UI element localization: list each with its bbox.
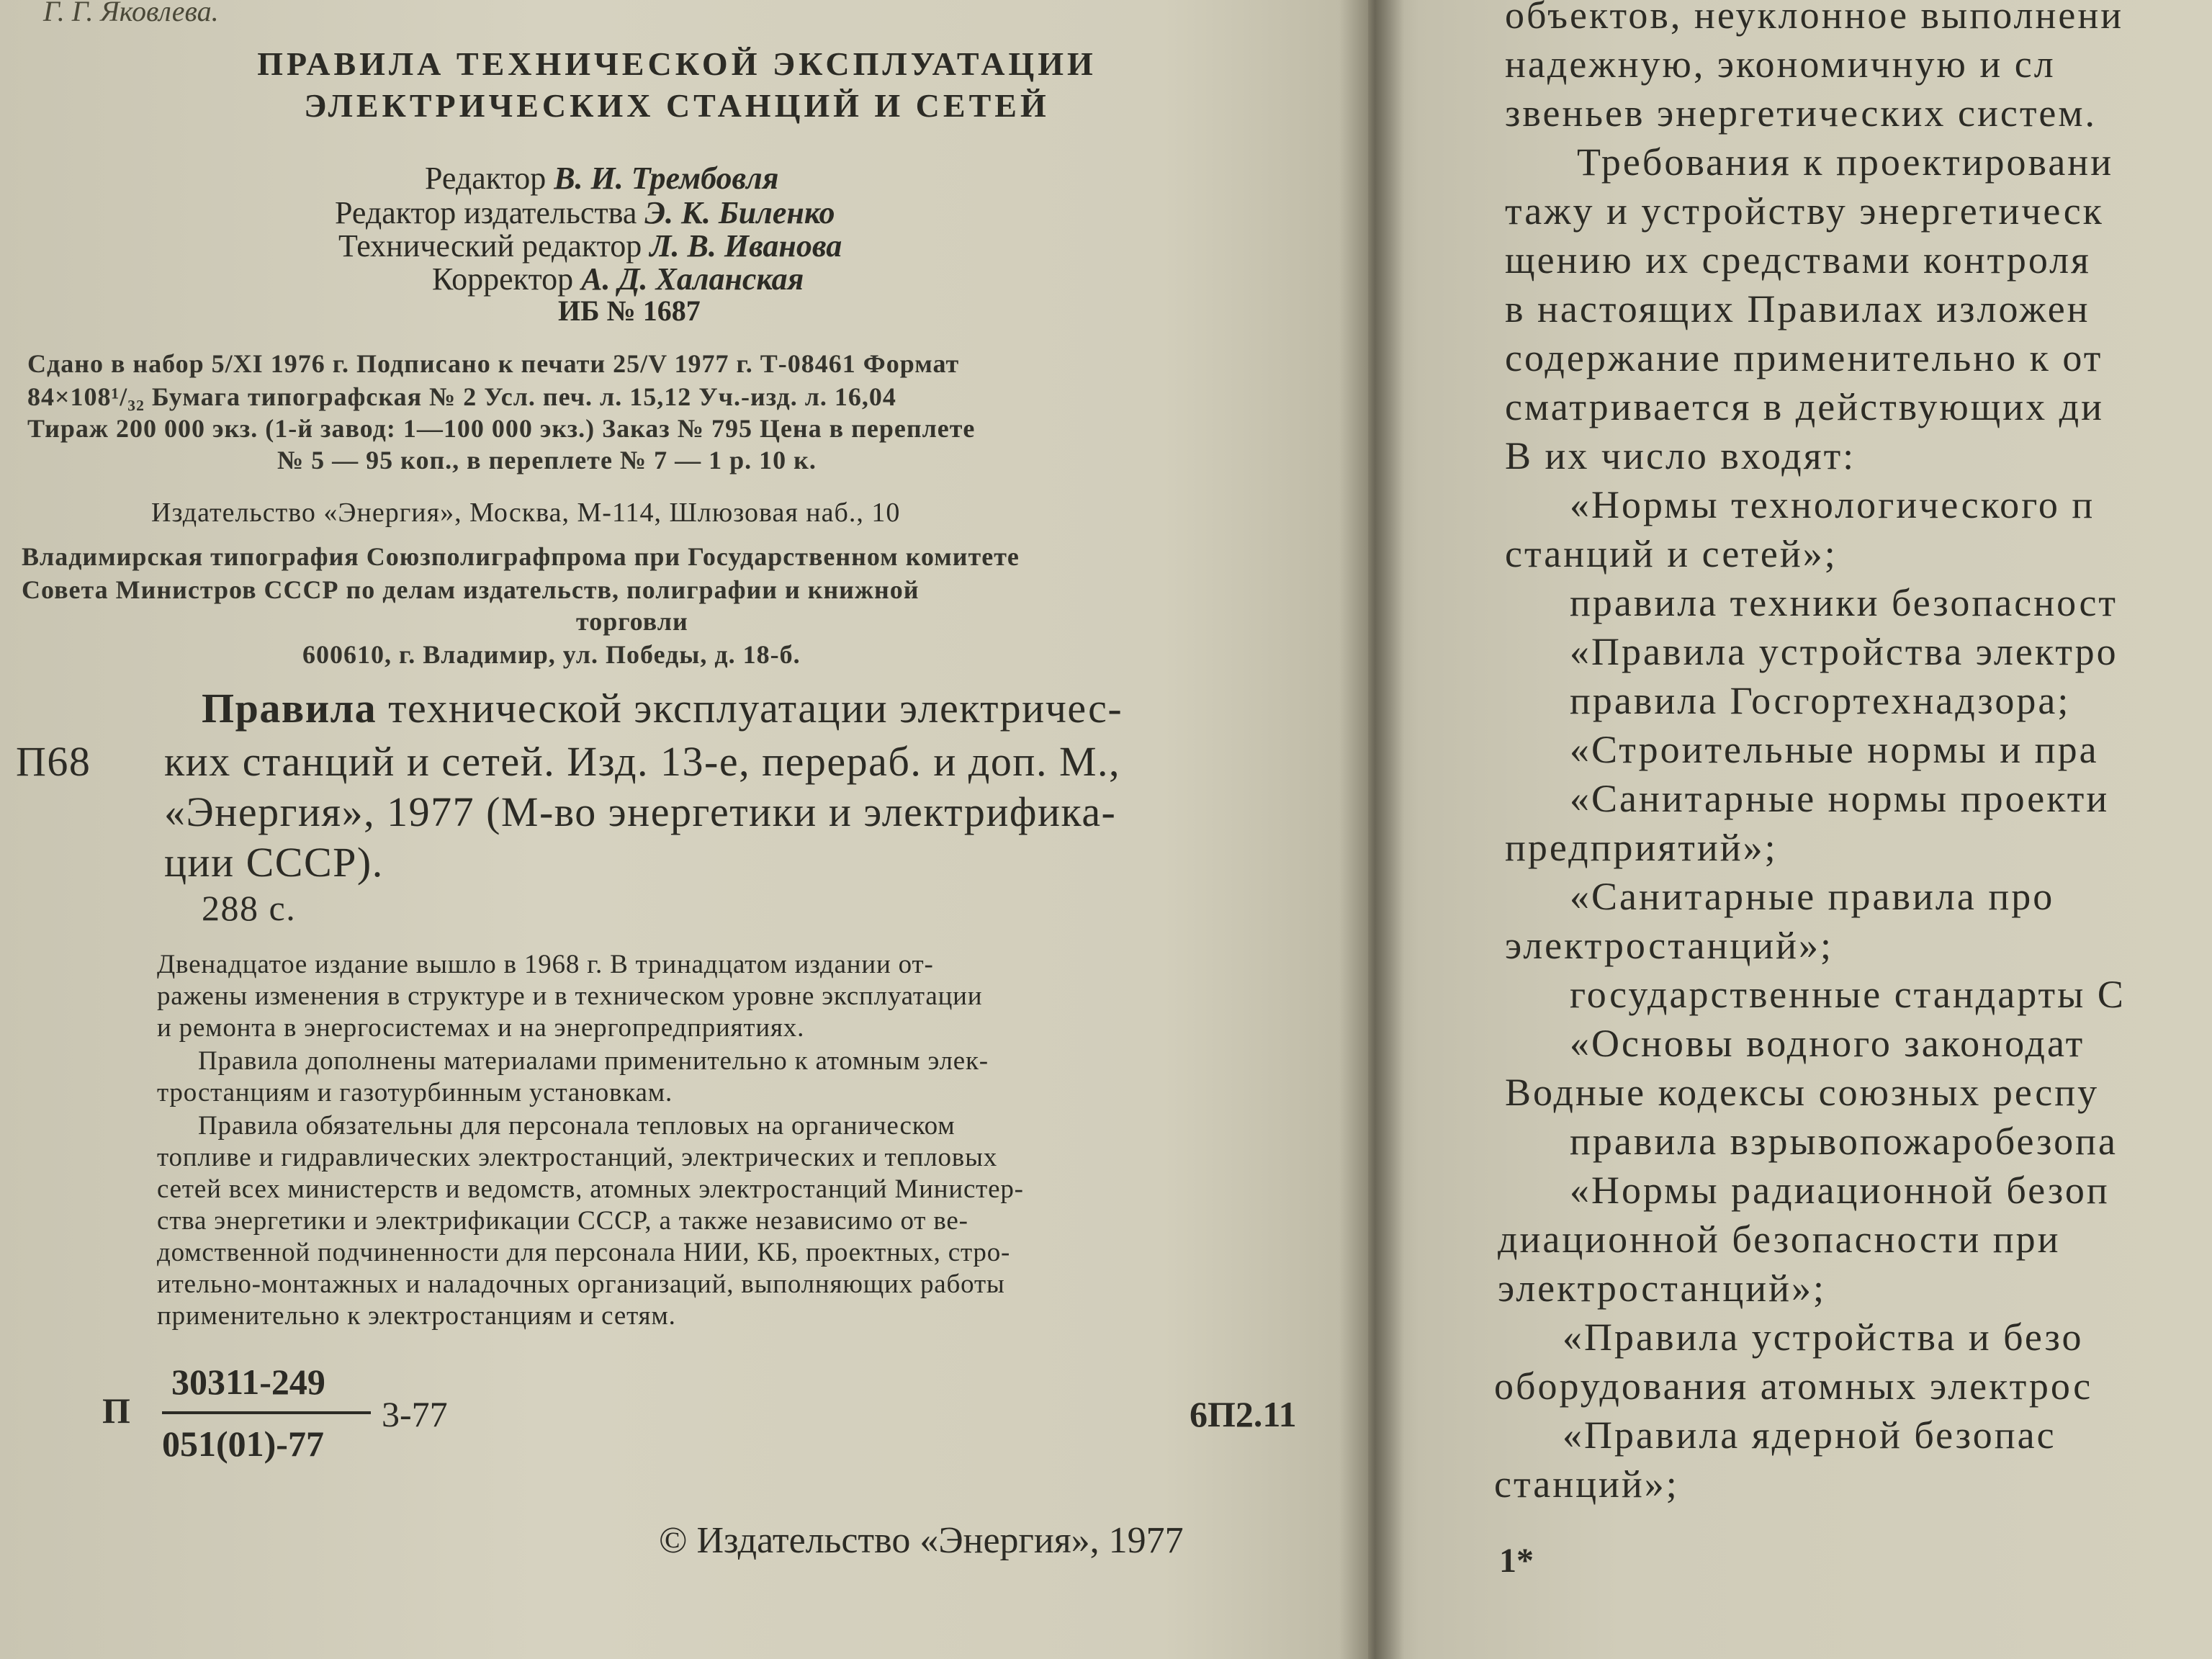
body-line: звеньев энергетических систем. — [1505, 91, 2098, 135]
body-line: «Правила устройства электро — [1570, 630, 2118, 673]
body-line: государственные стандарты С — [1570, 973, 2126, 1016]
body-line: правила техники безопасност — [1570, 581, 2118, 624]
body-line: сматривается в действующих ди — [1505, 385, 2105, 428]
body-line: электростанций»; — [1505, 924, 1834, 967]
printer-line: Совета Министров СССР по делам издательств, полиграфии и книжной — [22, 575, 920, 604]
abstract-line: «Энергия», 1977 (М-во энергетики и электрифика- — [164, 788, 1117, 835]
body-line: В их число входят: — [1505, 434, 1856, 477]
body-line: Требования к проектировани — [1577, 140, 2114, 184]
body-line: «Нормы технологического п — [1570, 483, 2095, 526]
ib-number: ИБ № 1687 — [558, 295, 701, 327]
editor-line: Редактор В. И. Трембовля — [425, 161, 779, 196]
imprint-line: 84×108¹/₃₂ Бумага типографская № 2 Усл. печ. л. 15,12 Уч.-изд. л. 16,04 — [27, 382, 896, 411]
index-denominator: 051(01)-77 — [162, 1424, 324, 1464]
annotation-line: ражены изменения в структуре и в техническом уровне эксплуатации — [157, 981, 983, 1011]
printer-address: 600610, г. Владимир, ул. Победы, д. 18-б. — [302, 640, 801, 669]
page-count: 288 с. — [202, 888, 297, 928]
book-gutter-shadow — [1339, 0, 1404, 1659]
annotation-line: ительно-монтажных и наладочных организаций, выполняющих работы — [157, 1269, 1005, 1299]
body-line: оборудования атомных электрос — [1494, 1364, 2093, 1408]
publisher-address: Издательство «Энергия», Москва, М-114, Шлюзовая наб., 10 — [151, 498, 901, 528]
body-line: правила взрывопожаробезопа — [1570, 1120, 2118, 1163]
proofreader-line: Корректор А. Д. Халанская — [432, 261, 804, 297]
body-line: станций и сетей»; — [1505, 532, 1838, 575]
annotation-line: Двенадцатое издание вышло в 1968 г. В тринадцатом издании от- — [157, 950, 934, 979]
body-line: «Нормы радиационной безоп — [1570, 1169, 2110, 1212]
book-title-line-2: ЭЛЕКТРИЧЕСКИХ СТАНЦИЙ И СЕТЕЙ — [304, 87, 1050, 124]
printer-line: Владимирская типография Союзполиграфпрома при Государственном комитете — [22, 542, 1020, 571]
annotation-line: тростанциям и газотурбинным установкам. — [157, 1078, 673, 1107]
index-numerator: 30311-249 — [171, 1362, 325, 1402]
abstract-line: Правила технической эксплуатации электричес- — [202, 685, 1123, 732]
index-letter: П — [102, 1390, 130, 1431]
annotation-line: применительно к электростанциям и сетям. — [157, 1301, 676, 1331]
technical-editor-line: Технический редактор Л. В. Иванова — [338, 228, 842, 264]
copyright-line: © Издательство «Энергия», 1977 — [659, 1520, 1184, 1561]
signature-mark: 1* — [1499, 1542, 1534, 1580]
body-line: электростанций»; — [1498, 1267, 1827, 1310]
body-line: в настоящих Правилах изложен — [1505, 287, 2090, 331]
body-line: диационной безопасности при — [1498, 1218, 2061, 1261]
body-line: тажу и устройству энергетическ — [1505, 189, 2104, 233]
body-line: объектов, неуклонное выполнени — [1505, 0, 2124, 37]
annotation-line: и ремонта в энергосистемах и на энергопредприятиях. — [157, 1013, 805, 1043]
body-line: «Правила устройства и безо — [1563, 1316, 2084, 1359]
body-line: «Правила ядерной безопас — [1563, 1413, 2056, 1457]
printer-line: торговли — [576, 607, 688, 636]
imprint-line: Тираж 200 000 экз. (1-й завод: 1—100 000 экз.) Заказ № 795 Цена в переплете — [27, 414, 976, 443]
body-line: Водные кодексы союзных респу — [1505, 1071, 2100, 1114]
body-line: «Санитарные нормы проекти — [1570, 777, 2110, 820]
annotation-line: домственной подчиненности для персонала НИИ, КБ, проектных, стро- — [157, 1238, 1011, 1267]
body-line: предприятий»; — [1505, 826, 1778, 869]
right-page — [1368, 0, 2212, 1659]
annotation-line: ства энергетики и электрификации СССР, а также независимо от ве- — [157, 1206, 968, 1236]
body-line: станций»; — [1494, 1462, 1679, 1506]
imprint-line: Сдано в набор 5/XI 1976 г. Подписано к печати 25/V 1977 г. Т-08461 Формат — [27, 349, 960, 378]
body-line: щению их средствами контроля — [1505, 238, 2091, 282]
classification-code: 6П2.11 — [1190, 1394, 1297, 1434]
catalog-code: П68 — [16, 738, 91, 785]
publishing-editor-line: Редактор издательства Э. К. Биленко — [335, 195, 835, 230]
book-title-line-1: ПРАВИЛА ТЕХНИЧЕСКОЙ ЭКСПЛУАТАЦИИ — [257, 45, 1097, 82]
body-line: «Основы водного законодат — [1570, 1022, 2085, 1065]
imprint-line: № 5 — 95 коп., в переплете № 7 — 1 р. 10 к. — [277, 446, 817, 475]
annotation-line: Правила обязательны для персонала тепловых на органическом — [198, 1111, 956, 1141]
annotation-line: топливе и гидравлических электростанций, электрических и тепловых — [157, 1143, 998, 1172]
body-line: содержание применительно к от — [1505, 336, 2103, 379]
body-line: правила Госгортехнадзора; — [1570, 679, 2071, 722]
body-line: надежную, экономичную и сл — [1505, 42, 2056, 86]
body-line: «Строительные нормы и пра — [1570, 728, 2099, 771]
annotation-line: сетей всех министерств и ведомств, атомных электростанций Министер- — [157, 1174, 1024, 1204]
annotation-line: Правила дополнены материалами применительно к атомным элек- — [198, 1046, 989, 1076]
index-fraction-bar — [162, 1411, 371, 1414]
abstract-line: ции СССР). — [164, 839, 384, 886]
body-line: «Санитарные правила про — [1570, 875, 2055, 918]
abstract-line: ких станций и сетей. Изд. 13-е, перераб. и доп. М., — [164, 738, 1121, 785]
compiler-name: Г. Г. Яковлева. — [43, 0, 219, 27]
index-suffix: 3-77 — [382, 1394, 448, 1434]
